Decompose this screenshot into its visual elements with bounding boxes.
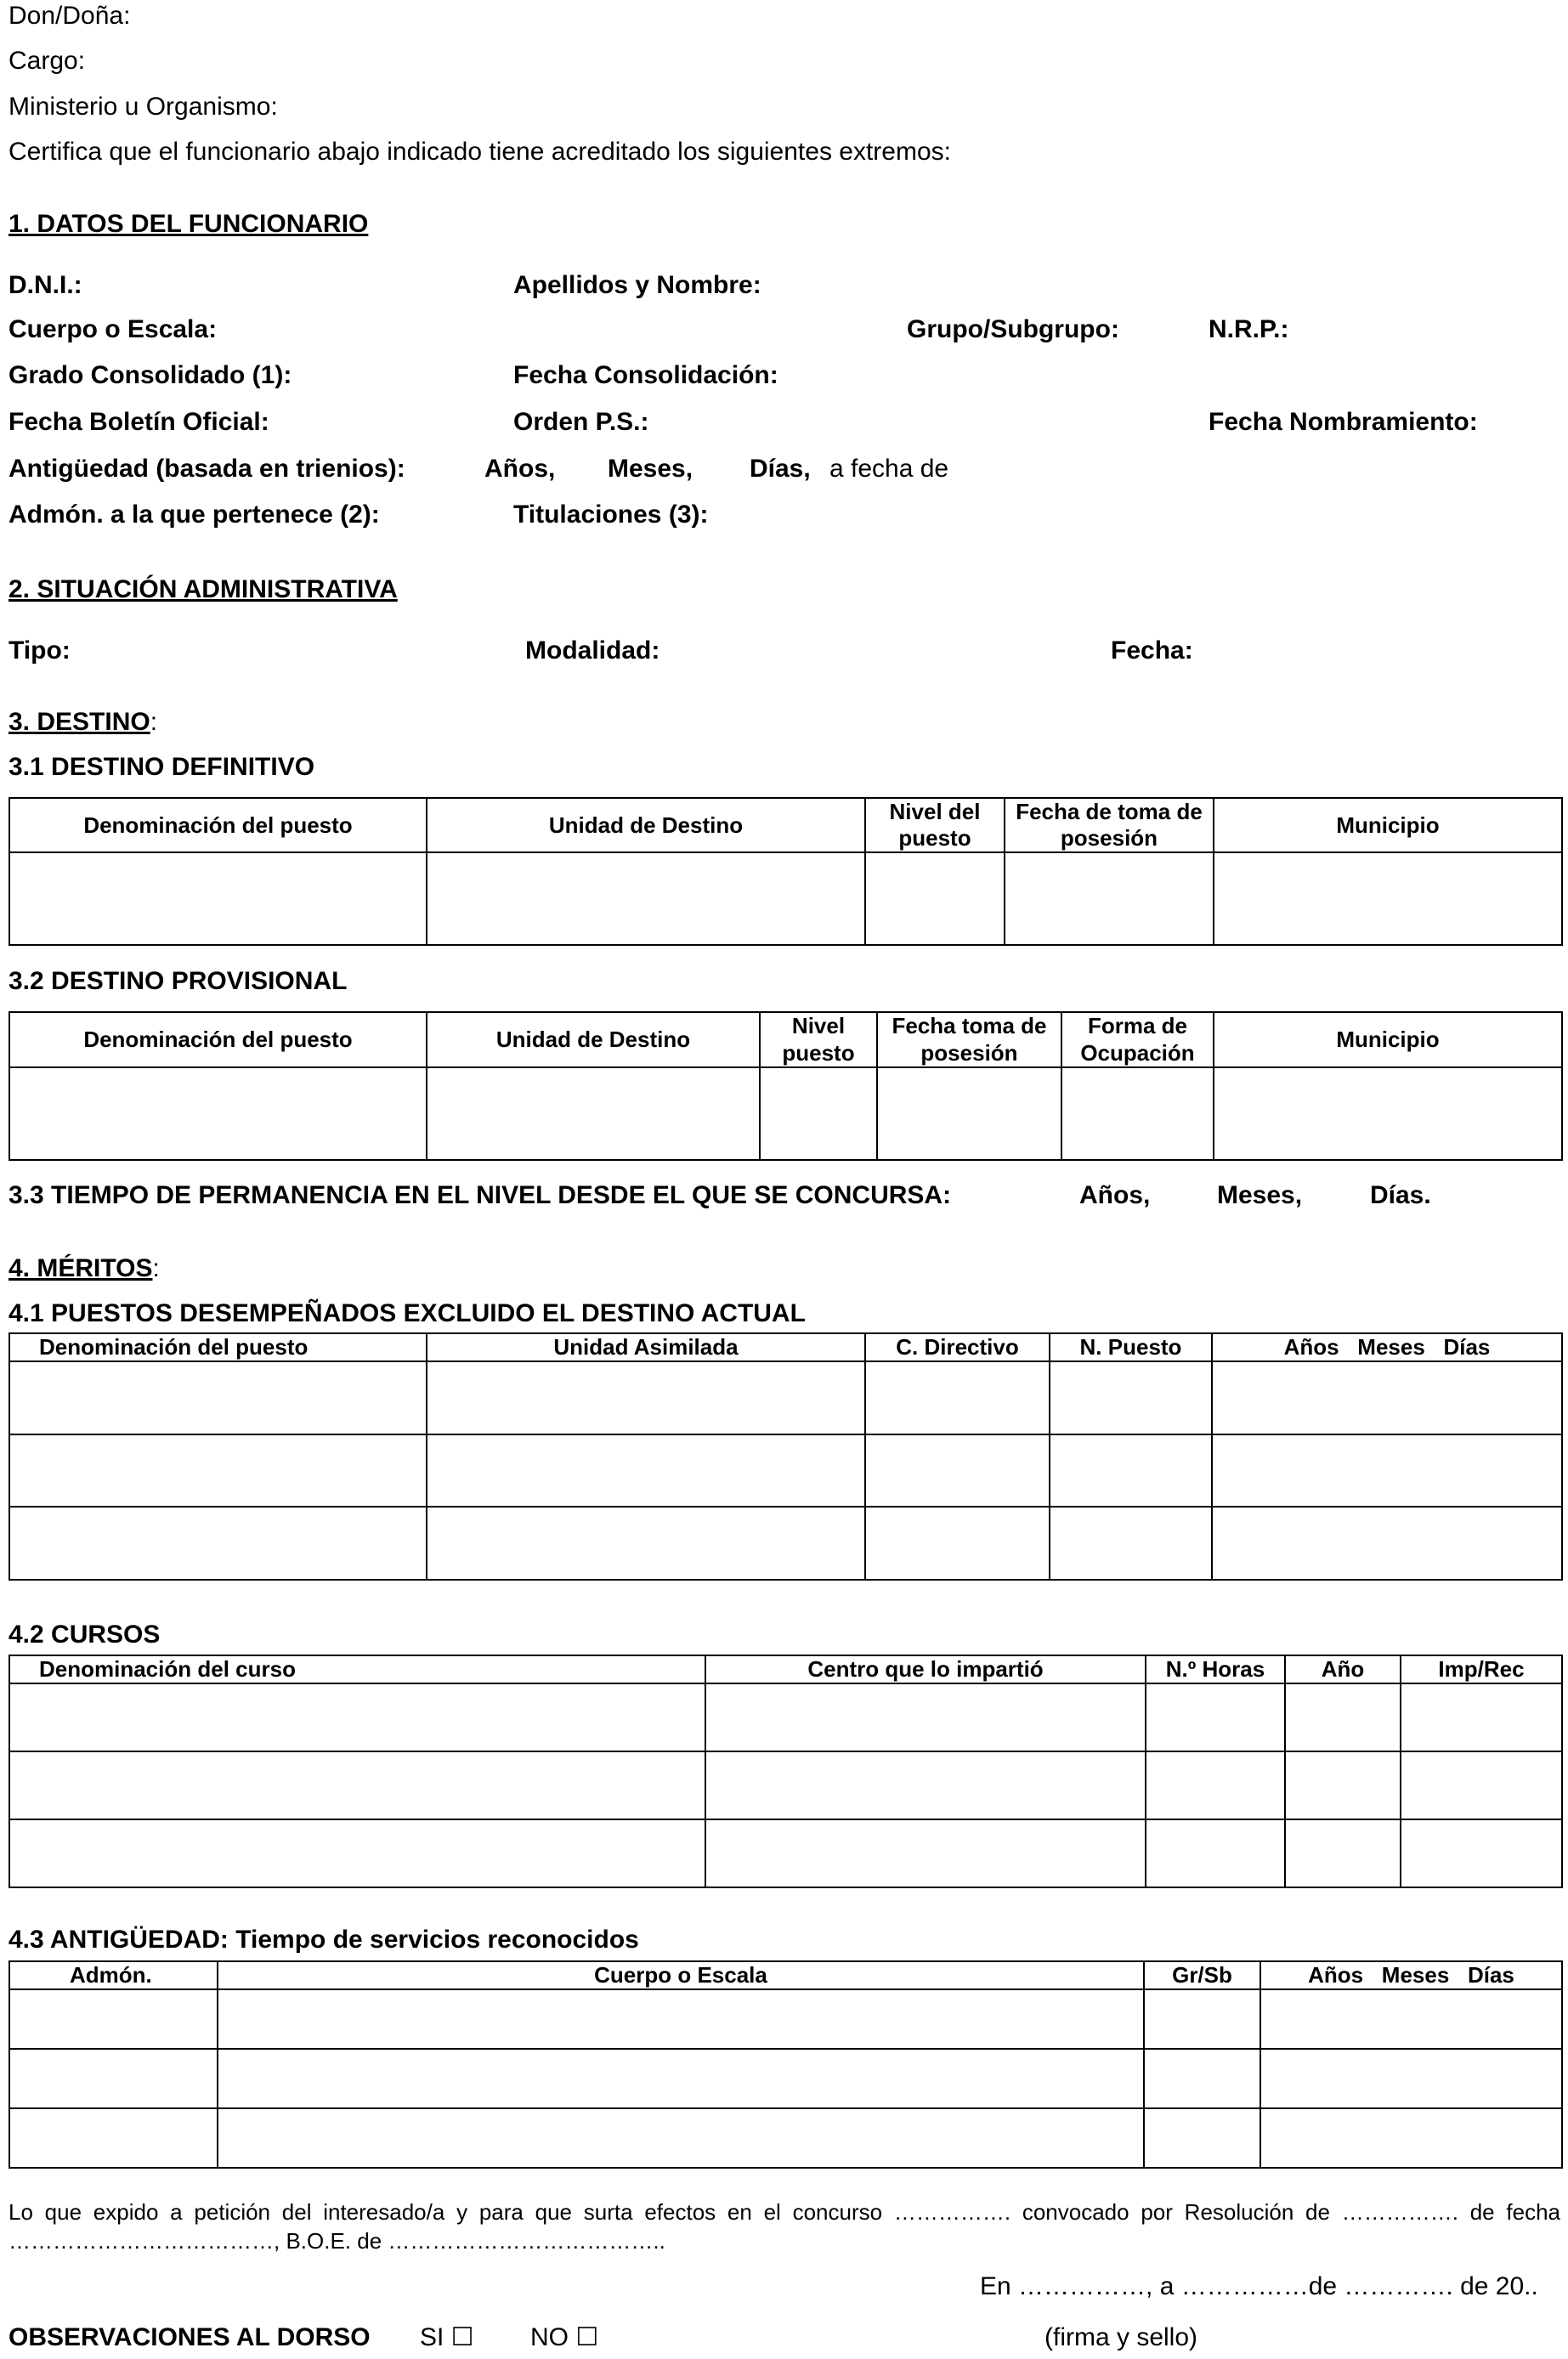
permanencia-meses-label: Meses, (1217, 1181, 1303, 1209)
table-header: N. Puesto (1050, 1333, 1212, 1361)
destino-definitivo-title: 3.1 DESTINO DEFINITIVO (8, 753, 315, 781)
table-cell[interactable] (1050, 1507, 1212, 1580)
table-cell[interactable] (865, 1434, 1050, 1508)
observaciones-si-checkbox[interactable]: SI ☐ (420, 2323, 474, 2351)
apellidos-label: Apellidos y Nombre: (513, 271, 761, 299)
titulaciones-label: Titulaciones (3): (513, 501, 709, 529)
destino-definitivo-table (8, 797, 1563, 946)
table-cell[interactable] (427, 1434, 865, 1508)
observaciones-no-checkbox[interactable]: NO ☐ (530, 2323, 599, 2351)
table-cell[interactable] (9, 1683, 705, 1751)
table-row (9, 1361, 1562, 1434)
section-3-title (8, 710, 157, 735)
table-header: N.º Horas (1146, 1655, 1285, 1683)
table-cell[interactable] (705, 1751, 1146, 1819)
fecha-nombramiento-label: Fecha Nombramiento: (1209, 408, 1478, 436)
table-cell[interactable] (1212, 1434, 1562, 1508)
table-cell[interactable] (1144, 2049, 1260, 2108)
table-header: Denominación del curso (9, 1655, 705, 1683)
table-cell[interactable] (9, 1507, 427, 1580)
table-header: Cuerpo o Escala (218, 1961, 1144, 1989)
table-cell[interactable] (1401, 1751, 1562, 1819)
table-cell[interactable] (1212, 1361, 1562, 1434)
table-row (9, 1434, 1562, 1508)
grupo-label: Grupo/Subgrupo: (907, 315, 1119, 343)
table-header: Gr/Sb (1144, 1961, 1260, 1989)
expido-text-line1: Lo que expido a petición del interesado/a y para que surta efectos en el concurso ……………. convocado por Resolución de ……………. de fecha (8, 2199, 1560, 2225)
table-row (9, 1067, 1562, 1160)
antiguedad-label: Antigüedad (basada en trienios): (8, 455, 405, 483)
table-row (9, 2108, 1562, 2168)
table-header: Imp/Rec (1401, 1655, 1562, 1683)
table-header: Fecha toma de posesión (877, 1012, 1061, 1067)
table-header: Denominación del puesto (9, 1333, 427, 1361)
section-1-title: 1. DATOS DEL FUNCIONARIO (8, 210, 369, 238)
table-cell[interactable] (1050, 1434, 1212, 1508)
table-cell[interactable] (427, 1067, 760, 1160)
table-cell[interactable] (9, 1989, 218, 2049)
table-cell[interactable] (9, 1751, 705, 1819)
cuerpo-label: Cuerpo o Escala: (8, 315, 218, 343)
cursos-table (8, 1655, 1563, 1888)
table-cell[interactable] (1401, 1683, 1562, 1751)
observaciones-label: OBSERVACIONES AL DORSO (8, 2323, 371, 2351)
ministerio-label: Ministerio u Organismo: (8, 93, 278, 121)
table-cell[interactable] (427, 852, 865, 945)
table-cell[interactable] (1050, 1361, 1212, 1434)
table-row (9, 1683, 1562, 1751)
table-cell[interactable] (705, 1683, 1146, 1751)
table-cell[interactable] (877, 1067, 1061, 1160)
antiguedad-dias-label: Días, (750, 455, 811, 483)
section-4-colon: : (152, 1254, 160, 1282)
table-cell[interactable] (1260, 2108, 1562, 2168)
table-cell[interactable] (705, 1819, 1146, 1887)
table-cell[interactable] (218, 2049, 1144, 2108)
table-cell[interactable] (9, 2108, 218, 2168)
table-cell[interactable] (1285, 1751, 1401, 1819)
table-header: Nivel puesto (760, 1012, 877, 1067)
table-header: Unidad Asimilada (427, 1333, 865, 1361)
antiguedad-title: 4.3 ANTIGÜEDAD: Tiempo de servicios reconocidos (8, 1926, 639, 1954)
permanencia-dias-label: Días. (1370, 1181, 1431, 1209)
table-cell[interactable] (218, 1989, 1144, 2049)
table-cell[interactable] (760, 1067, 877, 1160)
table-cell[interactable] (9, 852, 427, 945)
table-cell[interactable] (1146, 1751, 1285, 1819)
section-4-title-text: 4. MÉRITOS (8, 1254, 153, 1282)
firma-sello-label: (firma y sello) (1044, 2323, 1198, 2351)
table-cell[interactable] (865, 1361, 1050, 1434)
table-cell[interactable] (427, 1507, 865, 1580)
table-header: Unidad de Destino (427, 1012, 760, 1067)
table-header: Denominación del puesto (9, 798, 427, 852)
table-row (9, 1751, 1562, 1819)
tipo-label: Tipo: (8, 636, 71, 665)
modalidad-label: Modalidad: (525, 636, 660, 665)
table-cell[interactable] (865, 852, 1005, 945)
section-3-title-text: 3. DESTINO (8, 708, 150, 736)
table-header: Admón. (9, 1961, 218, 1989)
table-cell[interactable] (9, 1819, 705, 1887)
orden-ps-label: Orden P.S.: (513, 408, 649, 436)
table-cell[interactable] (1212, 1507, 1562, 1580)
table-cell[interactable] (218, 2108, 1144, 2168)
antiguedad-table (8, 1960, 1563, 2169)
a-fecha-de-label: a fecha de (829, 455, 949, 483)
table-header: Fecha de toma de posesión (1005, 798, 1214, 852)
table-cell[interactable] (1146, 1819, 1285, 1887)
certifica-text: Certifica que el funcionario abajo indicado tiene acreditado los siguientes extremos: (8, 138, 951, 166)
table-cell[interactable] (1214, 1067, 1562, 1160)
puestos-title: 4.1 PUESTOS DESEMPEÑADOS EXCLUIDO EL DESTINO ACTUAL (8, 1299, 806, 1327)
lugar-fecha-line: En ……………, a ……………de …………. de 20.. (980, 2272, 1538, 2300)
table-cell[interactable] (1285, 1683, 1401, 1751)
section-2-title: 2. SITUACIÓN ADMINISTRATIVA (8, 575, 398, 603)
cargo-label: Cargo: (8, 47, 86, 75)
table-cell[interactable] (9, 1361, 427, 1434)
table-header: Nivel del puesto (865, 798, 1005, 852)
section-3-colon: : (150, 708, 158, 736)
permanencia-anos-label: Años, (1079, 1181, 1151, 1209)
section-4-title (8, 1256, 160, 1281)
antiguedad-meses-label: Meses, (608, 455, 693, 483)
table-cell[interactable] (1144, 1989, 1260, 2049)
table-row (9, 852, 1562, 945)
cursos-title: 4.2 CURSOS (8, 1621, 161, 1649)
table-header: Municipio (1214, 798, 1562, 852)
puestos-table (8, 1332, 1563, 1581)
fecha-boletin-label: Fecha Boletín Oficial: (8, 408, 269, 436)
table-cell[interactable] (1214, 852, 1562, 945)
table-header: Municipio (1214, 1012, 1562, 1067)
table-row (9, 2049, 1562, 2108)
table-header: Denominación del puesto (9, 1012, 427, 1067)
fecha-situacion-label: Fecha: (1111, 636, 1193, 665)
table-cell[interactable] (1285, 1819, 1401, 1887)
table-row (9, 1819, 1562, 1887)
nrp-label: N.R.P.: (1209, 315, 1289, 343)
table-cell[interactable] (427, 1361, 865, 1434)
table-cell[interactable] (1260, 1989, 1562, 2049)
table-cell[interactable] (1144, 2108, 1260, 2168)
destino-provisional-table (8, 1011, 1563, 1161)
table-cell[interactable] (1401, 1819, 1562, 1887)
table-header: Años Meses Días (1212, 1333, 1562, 1361)
table-cell[interactable] (1146, 1683, 1285, 1751)
table-cell[interactable] (9, 1434, 427, 1508)
admon-label: Admón. a la que pertenece (2): (8, 501, 380, 529)
expido-text-line2: ………………………………, B.O.E. de ……………………………….. (8, 2228, 665, 2254)
grado-label: Grado Consolidado (1): (8, 361, 292, 389)
table-header: Años Meses Días (1260, 1961, 1562, 1989)
antiguedad-anos-label: Años, (484, 455, 556, 483)
fecha-consolidacion-label: Fecha Consolidación: (513, 361, 778, 389)
table-cell[interactable] (865, 1507, 1050, 1580)
table-row (9, 1507, 1562, 1580)
table-header: Centro que lo impartió (705, 1655, 1146, 1683)
table-cell[interactable] (9, 2049, 218, 2108)
table-cell[interactable] (1005, 852, 1214, 945)
dni-label: D.N.I.: (8, 271, 82, 299)
table-header: C. Directivo (865, 1333, 1050, 1361)
table-cell[interactable] (9, 1067, 427, 1160)
table-header: Forma de Ocupación (1061, 1012, 1214, 1067)
destino-provisional-title: 3.2 DESTINO PROVISIONAL (8, 967, 348, 995)
table-header: Unidad de Destino (427, 798, 865, 852)
table-header: Año (1285, 1655, 1401, 1683)
table-row (9, 1989, 1562, 2049)
table-cell[interactable] (1260, 2049, 1562, 2108)
don-label: Don/Doña: (8, 2, 131, 30)
table-cell[interactable] (1061, 1067, 1214, 1160)
permanencia-label: 3.3 TIEMPO DE PERMANENCIA EN EL NIVEL DESDE EL QUE SE CONCURSA: (8, 1181, 952, 1209)
